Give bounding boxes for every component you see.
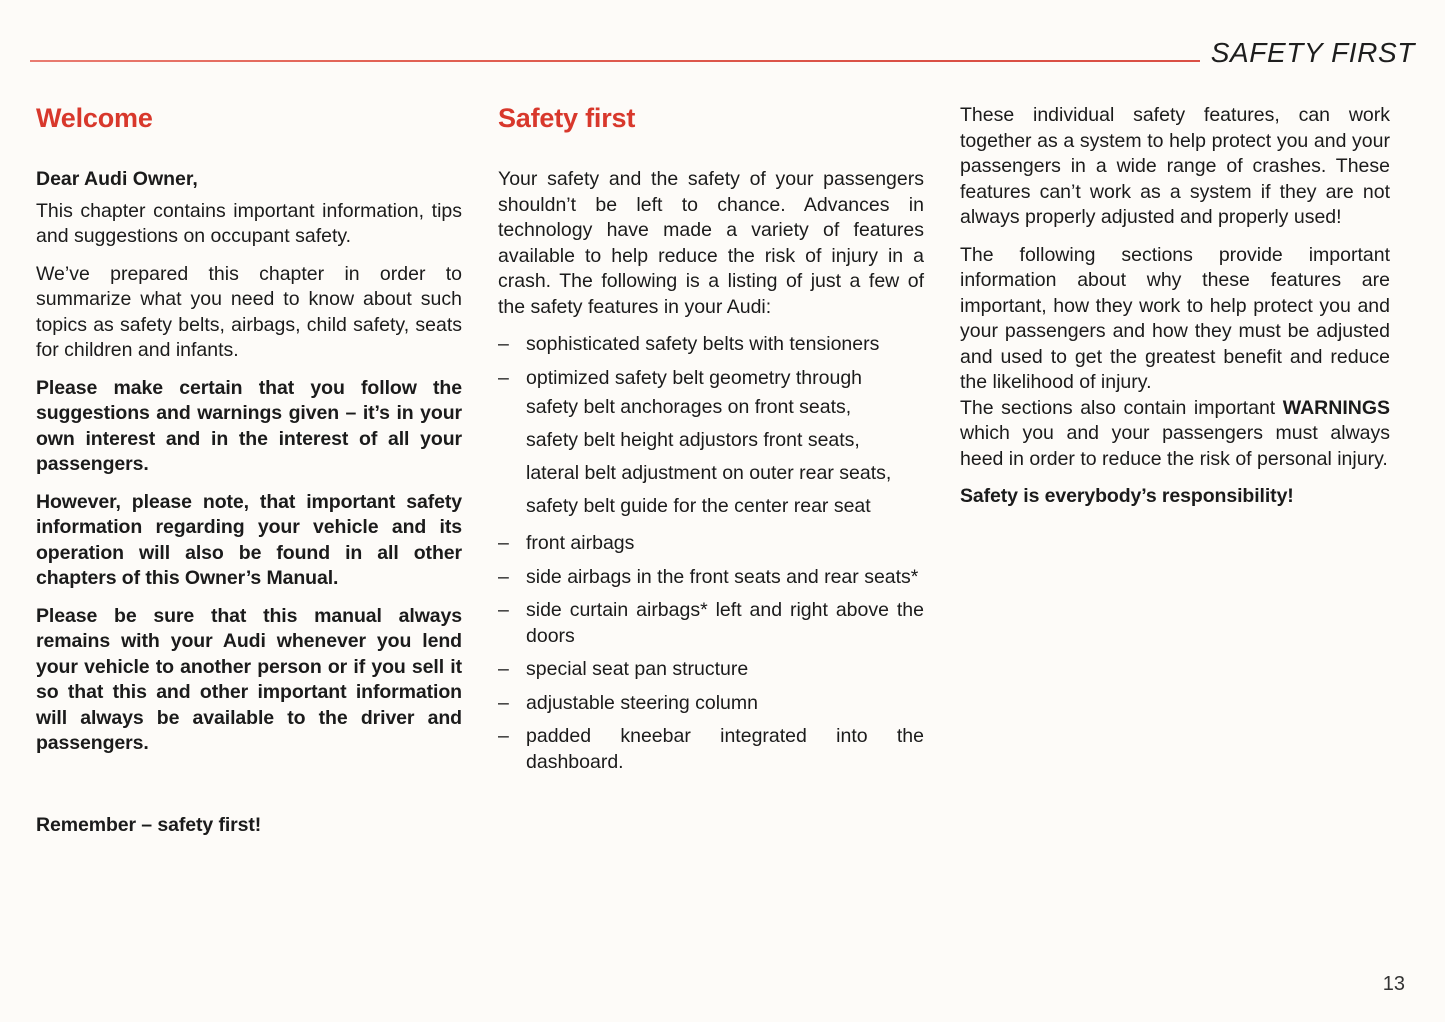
list-item [498,724,924,775]
list-item-label: padded kneebar integrated into the dashboard. [526,725,924,773]
list-item-label: sophisticated safety belts with tensioners [526,333,880,355]
welcome-salutation: Dear Audi Owner, [36,168,198,190]
list-item [498,598,924,649]
list-sub-line: safety belt guide for the center rear seat [526,495,871,517]
list-item [498,531,924,557]
column-safety-continuation [960,103,1390,838]
dash-bullet-icon: – [498,532,509,554]
welcome-bold-paragraph-2: However, please note, that important safety information regarding your vehicle and its operation will also be found in all other chapters of this Owner’s Manual. [36,490,462,589]
header-rule-divider [30,60,1200,62]
list-item [498,565,924,591]
dash-bullet-icon: – [498,725,509,747]
list-item-label: side airbags in the front seats and rear seats* [526,565,919,588]
welcome-bold-paragraph-3: Please be sure that this manual always remains with your Audi whenever you lend your vehicle to another person or if you sell it so that this and other important information will always be available to the driver and passengers. [36,604,462,754]
list-item [498,657,924,683]
list-item-label: front airbags [526,532,635,554]
column-safety-first [498,103,924,838]
warnings-paragraph [960,396,1390,473]
page-number: 13 [1382,973,1405,995]
list-item [498,691,924,717]
list-item-label: optimized safety belt geometry through [526,366,863,389]
safety-features-list [498,332,924,775]
welcome-heading: Welcome [36,103,153,133]
dash-bullet-icon: – [498,333,509,355]
list-item-label: adjustable steering column [526,691,758,714]
dash-bullet-icon: – [498,366,509,389]
list-item-label: special seat pan structure [526,658,749,680]
welcome-closing-line: Remember – safety first! [36,813,262,836]
dash-bullet-icon: – [498,691,509,714]
page-columns [36,103,1409,838]
safety-first-heading: Safety first [498,103,636,133]
warnings-keyword: WARNINGS [1282,396,1390,419]
continuation-paragraph-2: The following sections provide important information about why these features are important, how they work to help protect you and your passengers and how they must be adjusted and used to get the greatest benefit and reduce the likelihood of injury. [960,243,1390,393]
welcome-bold-paragraph-1: Please make certain that you follow the suggestions and warnings given – it’s in your own interest and in the interest of all your passengers. [36,376,462,475]
column-welcome [36,103,462,838]
welcome-spacer [36,769,462,813]
continuation-paragraph-1: These individual safety features, can work together as a system to help protect you and your passengers in a wide range of crashes. These features can’t work as a system if they are not always properly adjusted and properly used! [960,104,1390,228]
dash-bullet-icon: – [498,565,509,588]
welcome-paragraph-2: We’ve prepared this chapter in order to summarize what you need to know about such topics as safety belts, airbags, child safety, seats for children and infants. [36,262,462,361]
list-item [498,366,924,524]
list-item [498,332,924,358]
dash-bullet-icon: – [498,599,509,621]
welcome-paragraph-1: This chapter contains important information, tips and suggestions on occupant safety. [36,199,462,247]
list-sub-line: safety belt anchorages on front seats, [526,396,852,418]
warnings-tail-text: which you and your passengers must always heed in order to reduce the risk of personal injury. [960,422,1390,470]
dash-bullet-icon: – [498,658,509,680]
safety-first-intro-paragraph: Your safety and the safety of your passengers shouldn’t be left to chance. Advances in technology have made a variety of features available to help reduce the risk of injury in a crash. The following is a listing of just a few of the safety features in your Audi: [498,168,924,318]
list-sub-line: lateral belt adjustment on outer rear seats, [526,462,892,484]
responsibility-closing-line: Safety is everybody’s responsibility! [960,485,1294,507]
list-sub-line: safety belt height adjustors front seats, [526,429,860,451]
warnings-lead-text: The sections also contain important [960,396,1283,419]
list-item-label: side curtain airbags* left and right above the doors [526,599,924,647]
page-running-header [30,36,1415,76]
chapter-title: SAFETY FIRST [1210,37,1415,68]
